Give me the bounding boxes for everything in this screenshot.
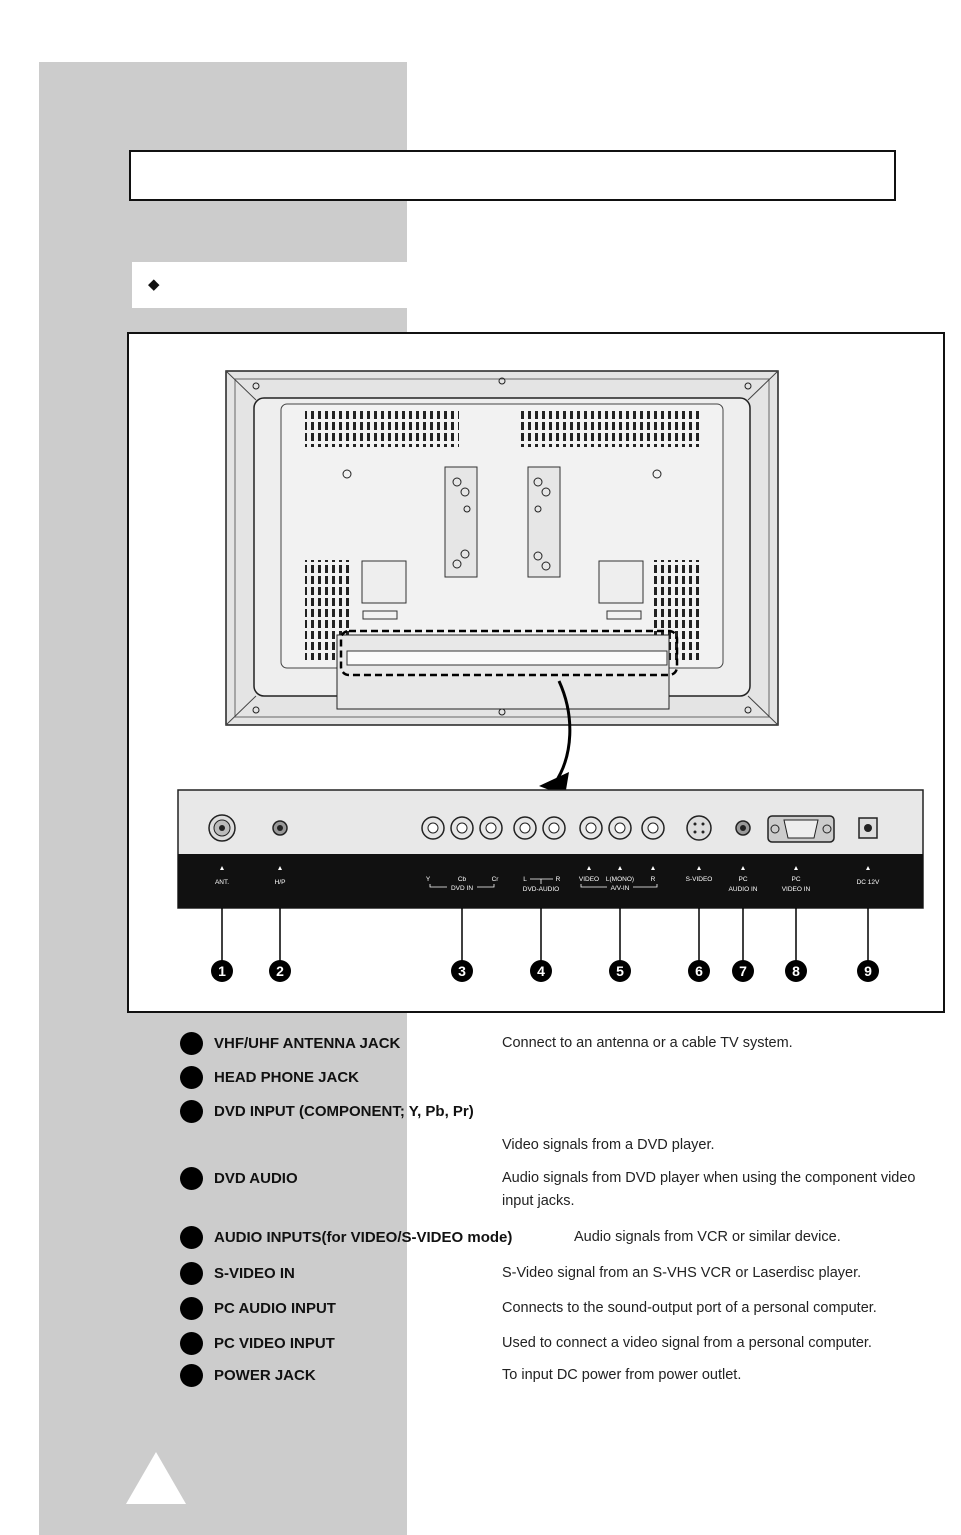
bullet-dot-icon bbox=[180, 1167, 203, 1190]
callout-2: 2 bbox=[276, 963, 284, 979]
label-dc: DC 12V bbox=[856, 879, 880, 886]
label-pc-video-1: PC bbox=[791, 876, 801, 883]
label-hp: H/P bbox=[274, 879, 286, 886]
item-description: Video signals from a DVD player. bbox=[502, 1137, 715, 1153]
enlarged-connector-panel bbox=[178, 790, 923, 908]
label-pc-audio-1: PC bbox=[738, 876, 748, 883]
item-name: PC AUDIO INPUT bbox=[214, 1300, 336, 1317]
item-description-line2: input jacks. bbox=[502, 1193, 575, 1209]
label-av-r: R bbox=[650, 876, 656, 883]
label-ant: ANT. bbox=[214, 879, 230, 886]
item-name: PC VIDEO INPUT bbox=[214, 1335, 335, 1352]
label-l: L bbox=[523, 876, 527, 883]
page-title-box bbox=[129, 150, 896, 201]
item-description: Audio signals from DVD player when using the component video bbox=[502, 1170, 916, 1186]
callout-5: 5 bbox=[616, 963, 624, 979]
bullet-dot-icon bbox=[180, 1364, 203, 1387]
tv-back-illustration bbox=[226, 371, 778, 725]
label-video: VIDEO bbox=[578, 876, 600, 883]
s-video-jack-icon bbox=[687, 816, 711, 840]
callout-8: 8 bbox=[792, 963, 800, 979]
label-dvd-in: DVD IN bbox=[450, 885, 474, 892]
label-av-in: A/V-IN bbox=[610, 885, 630, 892]
label-cr: Cr bbox=[491, 876, 499, 883]
label-pc-video-2: VIDEO IN bbox=[781, 886, 811, 893]
headphone-jack-icon bbox=[273, 821, 287, 835]
item-name: DVD AUDIO bbox=[214, 1170, 298, 1187]
rear-panel-figure bbox=[127, 332, 945, 1013]
callout-3: 3 bbox=[458, 963, 466, 979]
item-description: Used to connect a video signal from a personal computer. bbox=[502, 1335, 872, 1351]
callout-6: 6 bbox=[695, 963, 703, 979]
label-r: R bbox=[555, 876, 561, 883]
callout-1: 1 bbox=[218, 963, 226, 979]
label-cb: Cb bbox=[457, 876, 467, 883]
item-description: To input DC power from power outlet. bbox=[502, 1367, 742, 1383]
item-name: POWER JACK bbox=[214, 1367, 316, 1384]
label-l-mono: L(MONO) bbox=[605, 876, 635, 883]
label-y: Y bbox=[425, 876, 431, 883]
bullet-dot-icon bbox=[180, 1332, 203, 1355]
page-corner-triangle-icon bbox=[126, 1452, 186, 1504]
bullet-dot-icon bbox=[180, 1100, 203, 1123]
bullet-dot-icon bbox=[180, 1032, 203, 1055]
label-pc-audio-2: AUDIO IN bbox=[728, 886, 758, 893]
bullet-dot-icon bbox=[180, 1297, 203, 1320]
antenna-jack-icon bbox=[209, 815, 235, 841]
dc-power-jack-icon bbox=[859, 818, 877, 838]
item-description: Audio signals from VCR or similar device. bbox=[574, 1229, 841, 1245]
pc-vga-port-icon bbox=[768, 816, 834, 842]
bullet-dot-icon bbox=[180, 1226, 203, 1249]
callout-9: 9 bbox=[864, 963, 872, 979]
item-name: DVD INPUT (COMPONENT; Y, Pb, Pr) bbox=[214, 1103, 474, 1120]
bullet-dot-icon bbox=[180, 1262, 203, 1285]
item-name: HEAD PHONE JACK bbox=[214, 1069, 360, 1086]
item-name: AUDIO INPUTS(for VIDEO/S-VIDEO mode) bbox=[214, 1229, 513, 1246]
item-description: S-Video signal from an S-VHS VCR or Laserdisc player. bbox=[502, 1265, 862, 1281]
item-description: Connect to an antenna or a cable TV system. bbox=[502, 1035, 793, 1051]
item-name: VHF/UHF ANTENNA JACK bbox=[214, 1035, 401, 1052]
diamond-bullet-icon: ◆ bbox=[148, 276, 160, 293]
callout-7: 7 bbox=[739, 963, 747, 979]
pc-audio-jack-icon bbox=[736, 821, 750, 835]
section-header bbox=[132, 262, 407, 308]
callout-4: 4 bbox=[537, 963, 545, 979]
bullet-dot-icon bbox=[180, 1066, 203, 1089]
rear-panel-diagram bbox=[129, 334, 943, 1011]
label-s-video: S-VIDEO bbox=[685, 876, 713, 883]
label-dvd-audio: DVD-AUDIO bbox=[522, 886, 560, 893]
item-description: Connects to the sound-output port of a personal computer. bbox=[502, 1300, 877, 1316]
item-name: S-VIDEO IN bbox=[214, 1265, 295, 1282]
